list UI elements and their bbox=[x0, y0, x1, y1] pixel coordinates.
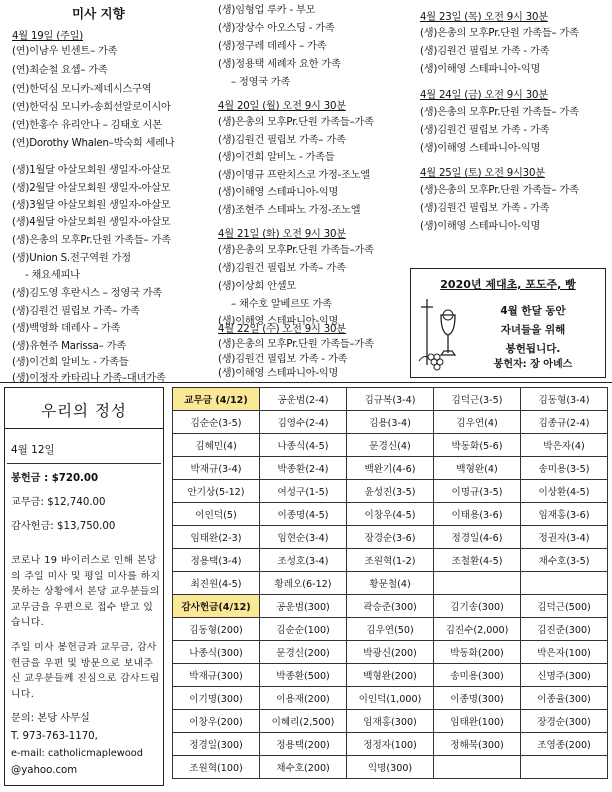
grid-cell: 안기상(5-12) bbox=[173, 480, 260, 503]
grid-cell: 김규복(3-4) bbox=[347, 388, 434, 411]
grid-cell: 송미용(300) bbox=[434, 664, 521, 687]
col2-date: 4월 21일 (화) 오전 9시 30분 bbox=[218, 229, 346, 240]
sunday-offering bbox=[11, 472, 98, 486]
grid-row bbox=[173, 664, 608, 687]
grid-cell: 김동형(200) bbox=[173, 618, 260, 641]
grid-cell: 백형완(200) bbox=[347, 664, 434, 687]
grid-cell: 박광신(200) bbox=[347, 641, 434, 664]
grid-cell: 이창우(200) bbox=[173, 710, 260, 733]
grid-row bbox=[173, 549, 608, 572]
col1-line: (생)백영화 데레사 – 가족 bbox=[12, 323, 121, 334]
col1-line: (연)한홍수 유리안나 – 김태호 시몬 bbox=[12, 120, 162, 131]
col2-line: (생)은총의 모후Pr.단원 가족들–가족 bbox=[218, 245, 374, 256]
grid-cell: 정용택(3-4) bbox=[173, 549, 260, 572]
altar-offering-line: 자녀들을 위해 bbox=[500, 324, 566, 336]
grid-cell: 백형완(4) bbox=[434, 457, 521, 480]
col2-date: 4월 20일 (월) 오전 9시 30분 bbox=[218, 101, 346, 112]
grid-cell: 정경일(4-6) bbox=[434, 526, 521, 549]
grid-cell: 문경신(4) bbox=[347, 434, 434, 457]
col2-date: 4월 22일 (수) 오전 9시 30분 bbox=[218, 324, 346, 335]
grid-cell: 이혜리(2,500) bbox=[260, 710, 347, 733]
col2-line: (생)이해영 스테파니아-익명 bbox=[218, 187, 339, 198]
grid-row bbox=[173, 618, 608, 641]
col2-line: (생)이해영 스테파니아-익명 bbox=[218, 368, 339, 379]
thanks-notice: 주일 미사 봉헌금과 교무금, 감사헌금을 우편 및 방문으로 보내주신 교우분들께 진심으로 감사드립니다. bbox=[11, 642, 160, 700]
grid-cell: 나종식(300) bbox=[173, 641, 260, 664]
grid-cell: 정경일(300) bbox=[173, 733, 260, 756]
grid-cell: 정용택(200) bbox=[260, 733, 347, 756]
grid-cell: 정권자(3-4) bbox=[521, 526, 608, 549]
offering-summary bbox=[4, 429, 164, 786]
grid-cell: 조원혁(1-2) bbox=[347, 549, 434, 572]
grid-cell: 이종율(300) bbox=[521, 687, 608, 710]
col1-line: (생)김도영 후란시스 – 정영국 가족 bbox=[12, 288, 162, 299]
col1-line: (생)4월달 아살모회원 생일자-아살모 bbox=[12, 217, 171, 228]
grid-cell: 박재규(300) bbox=[173, 664, 260, 687]
grid-cell: 김순순(100) bbox=[260, 618, 347, 641]
grid-cell: 송미용(3-5) bbox=[521, 457, 608, 480]
grid-cell: 조성호(3-4) bbox=[260, 549, 347, 572]
grid-row bbox=[173, 733, 608, 756]
grid-cell: 박동화(5-6) bbox=[434, 434, 521, 457]
col1-line: (생)3월달 아살모회원 생일자-아살모 bbox=[12, 200, 171, 211]
contact-phone: T. 973-763-1170, bbox=[11, 731, 98, 742]
grid-cell: 채수호(3-5) bbox=[521, 549, 608, 572]
grid-cell: 이종명(300) bbox=[434, 687, 521, 710]
grid-cell: 최진원(4-5) bbox=[173, 572, 260, 595]
grid-cell: 공운범(300) bbox=[260, 595, 347, 618]
col3-line: (생)은총의 모후Pr.단원 가족들– 가족 bbox=[420, 28, 579, 39]
grid-cell: 곽승준(300) bbox=[347, 595, 434, 618]
grid-cell: 장경순(300) bbox=[521, 710, 608, 733]
grid-cell: 이인덕(5) bbox=[173, 503, 260, 526]
col2-line: – 정영국 가족 bbox=[218, 77, 291, 88]
col1-line: (생)유현주 Marissa– 가족 bbox=[12, 341, 126, 352]
grid-cell: 이상환(4-5) bbox=[521, 480, 608, 503]
col1-line: (생)이건희 알비노 - 가족들 bbox=[12, 357, 129, 368]
grid-cell: 이용재(200) bbox=[260, 687, 347, 710]
covid-notice: 코로나 19 바이러스로 인해 본당의 주일 미사 및 평일 미사를 하지 못하는 상황에서 본당 교우분들의 교무금을 우편으로 접수 받고 있습니다. bbox=[11, 555, 161, 629]
grid-cell: 조영종(200) bbox=[521, 733, 608, 756]
grid-row bbox=[173, 595, 608, 618]
col2-line: (생)이해영 스테파니아-익명 bbox=[218, 316, 339, 327]
contact-email: e-mail: catholicmaplewood bbox=[11, 748, 143, 759]
grid-cell: 이종명(4-5) bbox=[260, 503, 347, 526]
col3-line: (생)김원건 필립보 가족 - 가족 bbox=[420, 125, 550, 136]
col1-line: (연)한덕심 모니카-제네시스구역 bbox=[12, 84, 152, 95]
grid-cell: 정해묵(300) bbox=[434, 733, 521, 756]
grid-cell: 장경순(3-6) bbox=[347, 526, 434, 549]
grid-row bbox=[173, 687, 608, 710]
col1-line: - 채요세피나 bbox=[12, 270, 80, 281]
grid-cell: 김동형(3-4) bbox=[521, 388, 608, 411]
grid-cell: 임태완(100) bbox=[434, 710, 521, 733]
grid-cell bbox=[434, 756, 521, 779]
offering-date-rule bbox=[7, 463, 161, 464]
grid-cell: 이기명(300) bbox=[173, 687, 260, 710]
altar-offering-box bbox=[410, 268, 606, 378]
altar-offering-title: 2020년 제대초, 포도주, 빵 bbox=[440, 278, 576, 291]
contact-email-domain: @yahoo.com bbox=[11, 765, 78, 776]
col3-line: (생)은총의 모후Pr.단원 가족들– 가족 bbox=[420, 107, 579, 118]
grid-cell: 익명(300) bbox=[347, 756, 434, 779]
col3-line: (생)김원건 필립보 가족 - 가족 bbox=[420, 203, 550, 214]
col3-line: (생)은총의 모후Pr.단원 가족들– 가족 bbox=[420, 185, 579, 196]
obligation-offering bbox=[11, 496, 106, 510]
altar-offering-line: 4월 한달 동안 bbox=[500, 305, 566, 317]
col2-line: (생)정용택 세례자 요한 가족 bbox=[218, 59, 341, 70]
col1-line: (생)이정자 카타리나 가족–대녀가족 bbox=[12, 373, 166, 384]
grid-cell: 김덕근(3-5) bbox=[434, 388, 521, 411]
grid-row bbox=[173, 572, 608, 595]
grid-cell: 박은자(100) bbox=[521, 641, 608, 664]
grid-cell: 임재홍(3-6) bbox=[521, 503, 608, 526]
grid-cell: 임태완(2-3) bbox=[173, 526, 260, 549]
grid-cell: 여성구(1-5) bbox=[260, 480, 347, 503]
grid-cell: 문경신(200) bbox=[260, 641, 347, 664]
grid-row bbox=[173, 480, 608, 503]
grid-section-header: 감사헌금(4/12) bbox=[173, 595, 260, 618]
grid-cell: 조원혁(100) bbox=[173, 756, 260, 779]
col1-line: (생)Union S.전구역원 가정 bbox=[12, 253, 131, 264]
grid-cell bbox=[434, 572, 521, 595]
col2-line: – 채수호 알베르또 가족 bbox=[218, 299, 332, 310]
grid-cell: 나종식(4-5) bbox=[260, 434, 347, 457]
grid-cell bbox=[521, 756, 608, 779]
grid-cell: 백완기(4-6) bbox=[347, 457, 434, 480]
grid-cell: 김혜민(4) bbox=[173, 434, 260, 457]
offering-title-box bbox=[4, 387, 164, 429]
col3-line: (생)이해영 스테파니아-익명 bbox=[420, 64, 541, 75]
col3-line: (생)김원건 필립보 가족 - 가족 bbox=[420, 46, 550, 57]
grid-row bbox=[173, 756, 608, 779]
col1-line: (생)은총의 모후Pr.단원 가족들– 가족 bbox=[12, 235, 171, 246]
grid-cell: 김진준(300) bbox=[521, 618, 608, 641]
grid-section-header: 교무금 (4/12) bbox=[173, 388, 260, 411]
grid-cell: 김종규(2-4) bbox=[521, 411, 608, 434]
grid-cell: 공운범(2-4) bbox=[260, 388, 347, 411]
grid-cell: 황레오(6-12) bbox=[260, 572, 347, 595]
altar-offering-donor: 봉헌자: 장 아녜스 bbox=[493, 359, 573, 370]
col2-line: (생)김원건 필립보 가족– 가족 bbox=[218, 263, 346, 274]
col3-date: 4월 23일 (목) 오전 9시 30분 bbox=[420, 12, 548, 23]
grid-row bbox=[173, 503, 608, 526]
grid-cell: 임재홍(300) bbox=[347, 710, 434, 733]
grid-cell: 이명규(3-5) bbox=[434, 480, 521, 503]
col2-line: (생)정구레 데레사 – 가족 bbox=[218, 41, 327, 52]
grid-row bbox=[173, 434, 608, 457]
col2-line: (생)이상희 안셀모 bbox=[218, 281, 297, 292]
col1-line: (연)이남우 빈센트– 가족 bbox=[12, 46, 118, 57]
grid-cell: 박재규(3-4) bbox=[173, 457, 260, 480]
col2-line: (생)이건희 알비노 - 가족들 bbox=[218, 152, 335, 163]
grid-cell: 이인덕(1,000) bbox=[347, 687, 434, 710]
grid-cell: 박동화(200) bbox=[434, 641, 521, 664]
col1-line: (생)김원건 필립보 가족– 가족 bbox=[12, 306, 140, 317]
grid-cell: 김기송(300) bbox=[434, 595, 521, 618]
grid-row bbox=[173, 526, 608, 549]
col1-line: (연)한덕심 모니카-송희선알로이시아 bbox=[12, 102, 171, 113]
grid-cell: 김순순(3-5) bbox=[173, 411, 260, 434]
col2-line: (생)김원건 필립보 가족– 가족 bbox=[218, 135, 346, 146]
grid-cell: 박종환(2-4) bbox=[260, 457, 347, 480]
grid-row bbox=[173, 641, 608, 664]
chalice-grapes-icon bbox=[415, 295, 461, 373]
grid-cell: 박종환(500) bbox=[260, 664, 347, 687]
grid-cell: 정정자(100) bbox=[347, 733, 434, 756]
grid-cell: 이태용(3-6) bbox=[434, 503, 521, 526]
section-divider bbox=[0, 382, 612, 383]
grid-cell: 윤성진(3-5) bbox=[347, 480, 434, 503]
col2-line: (생)장상수 아오스딩 - 가족 bbox=[218, 23, 335, 34]
grid-cell: 김덕근(500) bbox=[521, 595, 608, 618]
grid-cell: 황문철(4) bbox=[347, 572, 434, 595]
grid-cell bbox=[521, 572, 608, 595]
grid-cell: 신명주(300) bbox=[521, 664, 608, 687]
grid-cell: 김영수(2-4) bbox=[260, 411, 347, 434]
col2-line: (생)이명규 프란치스코 가정-조노엘 bbox=[218, 170, 371, 181]
grid-row bbox=[173, 388, 608, 411]
sunday-offering-text: 봉헌금 : $720.00 bbox=[11, 473, 99, 484]
offering-title: 우리의 정성 bbox=[41, 402, 127, 420]
grid-cell: 채수호(200) bbox=[260, 756, 347, 779]
col3-date: 4월 24일 (금) 오전 9시 30분 bbox=[420, 90, 548, 101]
altar-offering-line: 봉헌됩니다. bbox=[505, 343, 561, 355]
col3-date: 4월 25일 (토) 오전 9시30분 bbox=[420, 168, 545, 179]
thanks-offering-text: 감사헌금: $13,750.00 bbox=[11, 521, 116, 532]
grid-cell: 박은자(4) bbox=[521, 434, 608, 457]
col1-line: (연)Dorothy Whalen–박숙희 세레나 bbox=[12, 138, 175, 149]
grid-cell: 조철환(4-5) bbox=[434, 549, 521, 572]
grid-row bbox=[173, 457, 608, 480]
grid-row bbox=[173, 710, 608, 733]
contact-label: 문의: 본당 사무실 bbox=[11, 713, 90, 724]
grid-cell: 이창우(4-5) bbox=[347, 503, 434, 526]
offering-date: 4월 12일 bbox=[11, 444, 55, 456]
obligation-offering-text: 교무금: $12,740.00 bbox=[11, 497, 106, 508]
thanks-offering bbox=[11, 520, 115, 534]
col3-line: (생)이해영 스테파니아-익명 bbox=[420, 221, 541, 232]
col1-line: (연)최순철 요셉– 가족 bbox=[12, 65, 108, 76]
col2-line: (생)조현주 스테파노 가정-조노엘 bbox=[218, 205, 361, 216]
col3-line: (생)이해영 스테파니아-익명 bbox=[420, 143, 541, 154]
col1-line: (생)1월달 아살모회원 생일자-아살모 bbox=[12, 165, 171, 176]
mass-intention-header: 미사 지향 bbox=[72, 6, 125, 21]
grid-cell: 김용(3-4) bbox=[347, 411, 434, 434]
grid-cell: 김우연(50) bbox=[347, 618, 434, 641]
col1-line: (생)2월달 아살모회원 생일자-아살모 bbox=[12, 183, 171, 194]
grid-cell: 김진수(2,000) bbox=[434, 618, 521, 641]
col2-line: (생)은총의 모후Pr.단원 가족들–가족 bbox=[218, 339, 374, 350]
col2-line: (생)김원건 필립보 가족 - 가족 bbox=[218, 354, 348, 365]
col2-line: (생)임형업 루카 - 부모 bbox=[218, 5, 316, 16]
col1-date: 4월 19일 (주일) bbox=[12, 31, 84, 42]
grid-cell: 김우연(4) bbox=[434, 411, 521, 434]
col2-line: (생)은총의 모후Pr.단원 가족들–가족 bbox=[218, 117, 374, 128]
grid-row bbox=[173, 411, 608, 434]
grid-cell: 임현순(3-4) bbox=[260, 526, 347, 549]
offering-grid bbox=[172, 387, 608, 779]
